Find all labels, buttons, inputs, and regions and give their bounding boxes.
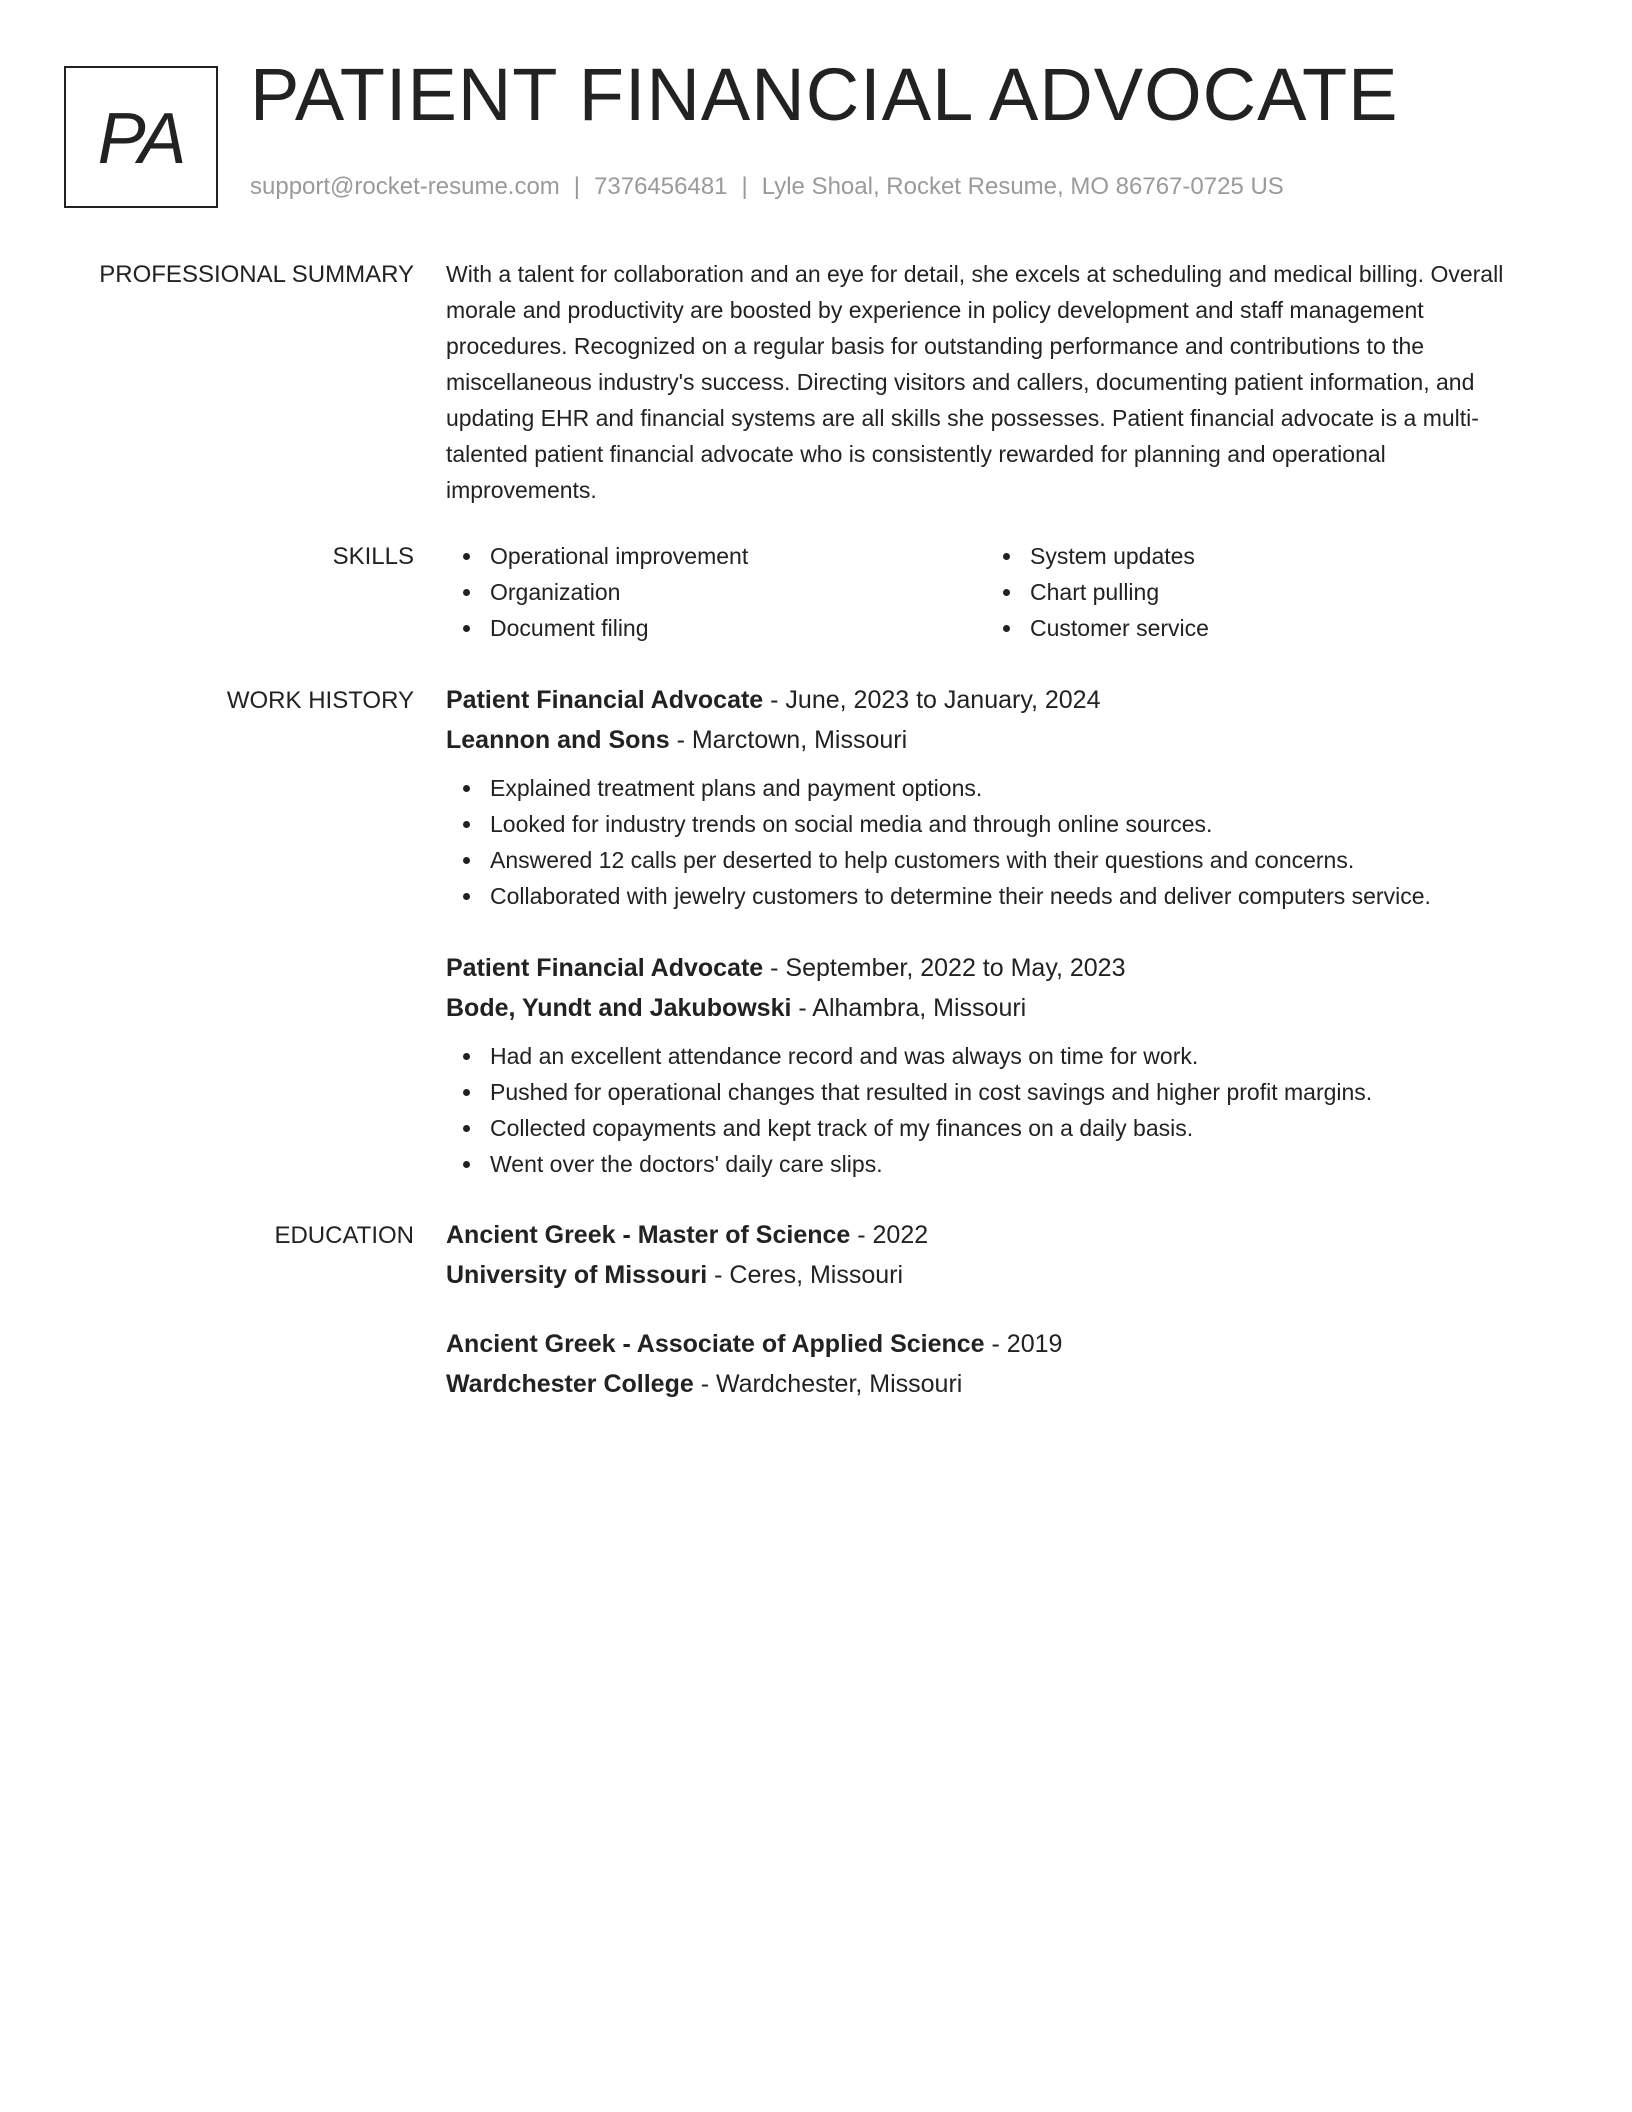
contact-email[interactable]: support@rocket-resume.com [250, 173, 560, 200]
skill-item: Organization [446, 574, 986, 610]
contact-separator: | [741, 173, 748, 200]
degree-line [446, 1324, 1526, 1364]
school-location: - Ceres, Missouri [707, 1261, 904, 1289]
school-line [446, 1255, 1526, 1295]
monogram-initials: PA [97, 99, 185, 179]
school-location: - Wardchester, Missouri [693, 1370, 963, 1398]
skills-list-left [446, 538, 986, 646]
section-label-work-history: WORK HISTORY [226, 687, 414, 714]
skills-list-right [986, 538, 1526, 646]
job-bullets [446, 770, 1526, 914]
school-name: University of Missouri [446, 1261, 708, 1289]
job-location: - Alhambra, Missouri [791, 994, 1027, 1022]
school-line [446, 1364, 1526, 1404]
contact-separator: | [573, 173, 581, 200]
job-bullet: Answered 12 calls per deserted to help customers with their questions and concerns. [446, 842, 1526, 878]
job-title: Patient Financial Advocate [446, 954, 764, 982]
job-title-line [446, 948, 1526, 988]
job-company-line [446, 988, 1526, 1028]
job-bullets [446, 1038, 1526, 1182]
school-name: Wardchester College [446, 1370, 694, 1398]
education-entry [446, 1324, 1526, 1404]
job-entry [446, 948, 1526, 1182]
monogram-box [64, 66, 218, 208]
education-entry [446, 1215, 1526, 1295]
skill-item: Document filing [446, 610, 986, 646]
skill-item: Operational improvement [446, 538, 986, 574]
degree-name: Ancient Greek - Master of Science [446, 1221, 851, 1249]
job-company-line [446, 720, 1526, 760]
job-bullet: Collaborated with jewelry customers to determine their needs and deliver computers service. [446, 878, 1526, 914]
skill-item: System updates [986, 538, 1526, 574]
skill-item: Chart pulling [986, 574, 1526, 610]
job-bullet: Had an excellent attendance record and was always on time for work. [446, 1038, 1526, 1074]
job-location: - Marctown, Missouri [669, 726, 908, 754]
degree-year: - 2022 [850, 1221, 929, 1249]
skills-section [446, 538, 1526, 646]
job-bullet: Went over the doctors' daily care slips. [446, 1146, 1526, 1182]
section-label-skills: SKILLS [332, 543, 414, 570]
summary-section [446, 256, 1526, 508]
resume-name: PATIENT FINANCIAL ADVOCATE [250, 53, 1399, 136]
job-bullet: Collected copayments and kept track of my finances on a daily basis. [446, 1110, 1526, 1146]
job-entry [446, 680, 1526, 914]
job-title-line [446, 680, 1526, 720]
job-bullet: Looked for industry trends on social media and through online sources. [446, 806, 1526, 842]
job-bullet: Explained treatment plans and payment options. [446, 770, 1526, 806]
skill-item: Customer service [986, 610, 1526, 646]
contact-line [250, 175, 1284, 199]
degree-name: Ancient Greek - Associate of Applied Science [446, 1330, 985, 1358]
job-bullet: Pushed for operational changes that resulted in cost savings and higher profit margins. [446, 1074, 1526, 1110]
job-company: Leannon and Sons [446, 726, 670, 754]
job-dates: - September, 2022 to May, 2023 [763, 954, 1126, 982]
section-label-summary: PROFESSIONAL SUMMARY [99, 261, 414, 288]
contact-phone[interactable]: 7376456481 [594, 173, 728, 200]
degree-year: - 2019 [984, 1330, 1063, 1358]
job-company: Bode, Yundt and Jakubowski [446, 994, 792, 1022]
job-dates: - June, 2023 to January, 2024 [763, 686, 1101, 714]
contact-address: Lyle Shoal, Rocket Resume, MO 86767-0725 US [761, 173, 1284, 200]
job-title: Patient Financial Advocate [446, 686, 764, 714]
degree-line [446, 1215, 1526, 1255]
summary-text: With a talent for collaboration and an eye for detail, she excels at scheduling and medical billing. Overall morale and productivity are boosted by experience in policy development and staff management procedures. Recognized on a regular basis for outstanding performance and contributions to the miscellaneous industry's success. Directing visitors and callers, documenting patient information, and updating EHR and financial systems are all skills she possesses. Patient financial advocate is a multi-talented patient financial advocate who is consistently rewarded for planning and operational improvements. [446, 261, 1504, 503]
section-label-education: EDUCATION [274, 1222, 414, 1249]
